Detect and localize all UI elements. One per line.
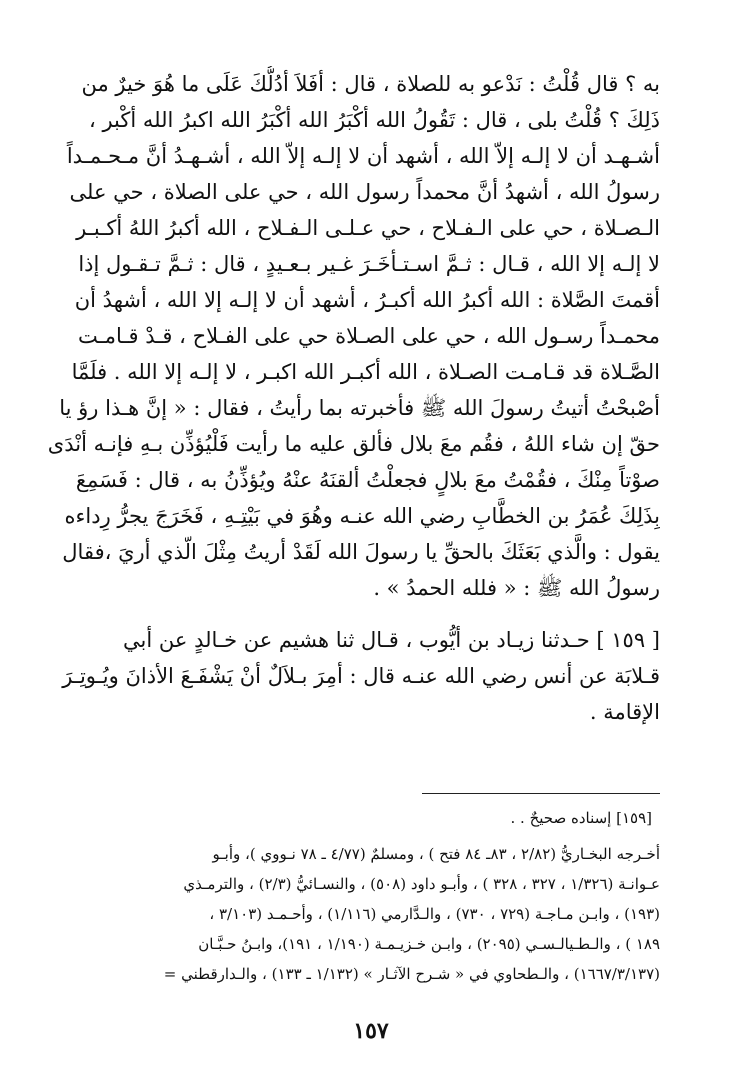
hadith-line: قـلابَة عن أنس رضي الله عنـه قال : أمِرَ بـلاَلٌ أنْ يَشْفَـعَ الأذانَ ويُـوتِـرَ bbox=[62, 664, 660, 688]
text-line: يقول : والَّذي بَعَثَكَ بالحقِّ يا رسولَ الله لَقَدْ أريتُ مِثْلَ الّذي أريَ ،فقال bbox=[62, 540, 660, 564]
page-number: ١٥٧ bbox=[353, 1018, 389, 1044]
text-line: الـصـلاة ، حي على الـفـلاح ، حي عـلـى الـفـلاح ، الله أكبرُ اللهُ أكـبـر bbox=[76, 216, 660, 240]
footnote-line: ١٨٩ ) ، والـطـيالـسـي (٢٠٩٥) ، وابـن خـزيـمـة (١/١٩٠ ، ١٩١)، وابـنُ حـبَّـان bbox=[198, 935, 660, 953]
text-line: ذَلِكَ ؟ قُلْتُ بلى ، قال : تَقُولُ الله أكْبَرُ الله أكْبَرُ الله اكبرُ الله أكْبر ، bbox=[88, 108, 660, 132]
text-line: رسولُ الله ﷺ : « فلله الحمدُ » . bbox=[373, 576, 660, 600]
footnote-line: عـوانـة (١/٣٢٦ ، ٣٢٧ ، ٣٢٨ ) ، وأبـو داود (٥٠٨) ، والنسـائيُّ (٢/٣) ، والترمـذي bbox=[183, 875, 660, 893]
text-line: أصْبحْتُ أتيتُ رسولَ الله ﷺ فأخبرته بما رأيتُ ، فقال : « إنَّ هـذا رؤ يا bbox=[59, 396, 660, 420]
main-text-block bbox=[38, 66, 660, 730]
footnote-divider bbox=[422, 793, 660, 794]
text-line: أشـهـد أن لا إلـه إلاّ الله ، أشهد أن لا إلـه إلاّ الله ، أشـهـدُ أنَّ مـحـمـداً bbox=[66, 144, 660, 168]
text-line: به ؟ قال قُلْتُ : نَدْعو به للصلاة ، قال : أفَلاَ أدُلُّكَ عَلَى ما هُوَ خيرٌ من bbox=[81, 72, 660, 96]
footnote-heading: [١٥٩] إسناده صحيحٌ . . bbox=[510, 809, 652, 827]
hadith-line: الإقامة . bbox=[589, 700, 660, 724]
paragraph-gap bbox=[38, 606, 660, 622]
text-line: الصَّـلاة قد قـامـت الصـلاة ، الله أكبـر الله اكبـر ، لا إلـه إلا الله . فلَمَّا bbox=[71, 360, 660, 384]
footnote-line: أخـرجه البخـاريُّ (٢/٨٢ ، ٨٣ـ ٨٤ فتح ) ، ومسلمٌ (٤/٧٧ ـ ٧٨ نـووي )، وأبـو bbox=[212, 845, 660, 863]
text-line: رسولُ الله ، أشهدُ أنَّ محمداً رسول الله ، حي على الصلاة ، حي على bbox=[69, 180, 660, 204]
footnotes-block bbox=[38, 805, 660, 989]
text-line: صوْتاً مِنْكَ ، فقُمْتُ معَ بلالٍ فجعلْتُ ألقنَهُ عنْهُ ويُؤذِّنُ به ، قال : فَسَمِعَ bbox=[75, 468, 660, 492]
footnote-line: (١٩٣) ، وابـن مـاجـة (٧٢٩ ، ٧٣٠) ، والـدَّارمي (١/١١٦) ، وأحـمـد (٣/١٠٣ ، bbox=[209, 905, 660, 923]
footnote-line: (١٦٦٧/٣/١٣٧) ، والـطحاوي في « شـرح الآثـار » (١/١٣٢ ـ ١٣٣) ، والـدارقطني = bbox=[163, 965, 660, 983]
text-line: أقمتَ الصَّلاة : الله أكبرُ الله أكبـرُ ، أشهد أن لا إلـه إلا الله ، أشهدُ أن bbox=[74, 288, 660, 312]
text-line: حقّ إن شاء اللهُ ، فقُم معَ بلال فألق عليه ما رأيت فَلْيُؤذِّن بـهِ فإنـه أنْدَى bbox=[47, 432, 660, 456]
text-line: محمـداً رسـول الله ، حي على الصـلاة حي على الفـلاح ، قـدْ قـامـت bbox=[77, 324, 660, 348]
text-line: لا إلـه إلا الله ، قـال : ثـمَّ اسـتـأخَـرَ غـير بـعـيدٍ ، قال : ثـمَّ تـقـول إذا bbox=[78, 252, 660, 276]
text-line: بِذَلِكَ عُمَرُ بن الخطَّابِ رضي الله عنـه وهُوَ في بَيْتِـهِ ، فَخَرَجَ يجرُّ رِداءه bbox=[64, 504, 660, 528]
hadith-line: [ ١٥٩ ] حـدثنا زيـاد بن أيُّوب ، قـال ثنا هشيم عن خـالدٍ عن أبي bbox=[123, 628, 660, 652]
